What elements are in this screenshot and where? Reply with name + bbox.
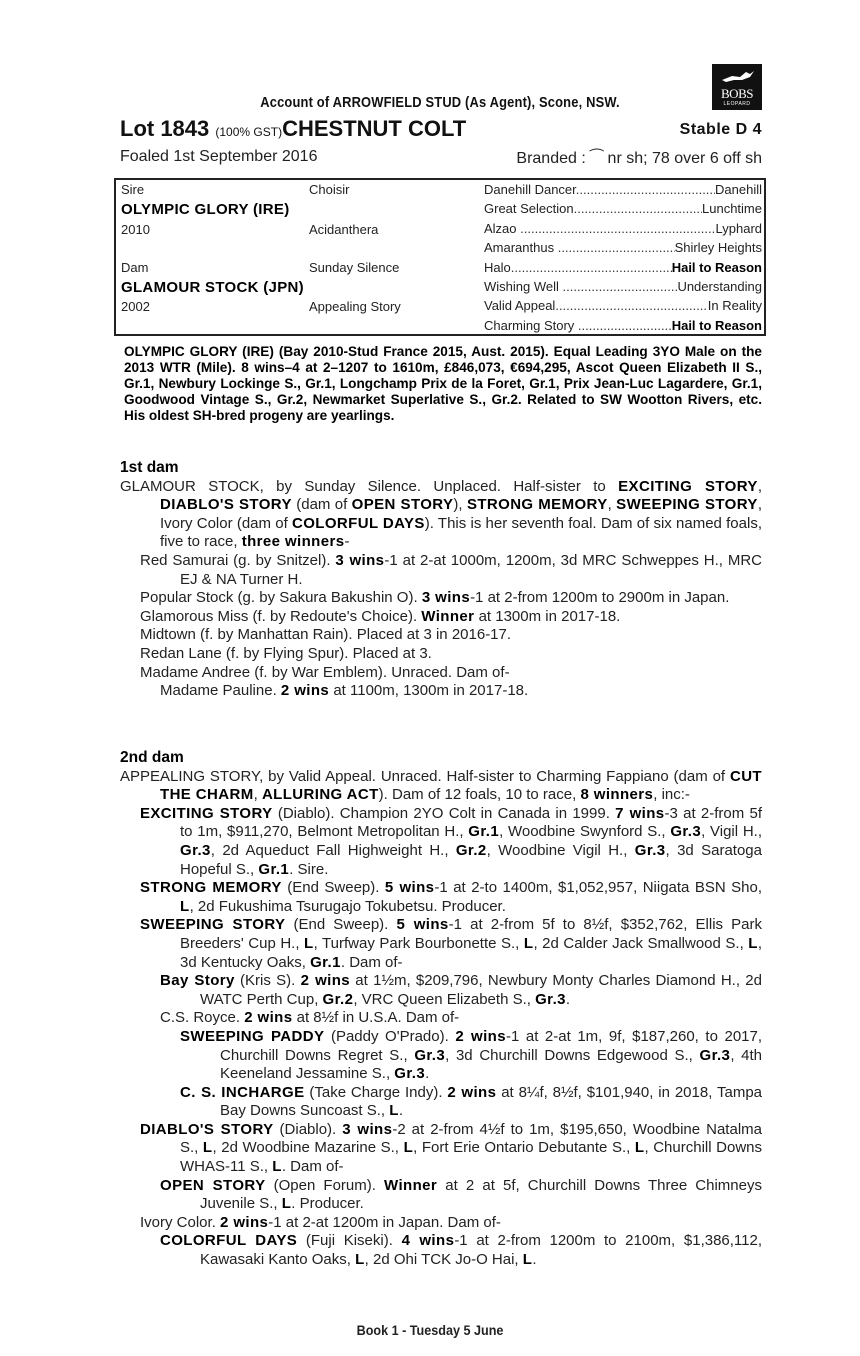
entry-text: , bbox=[607, 496, 617, 514]
highlighted-text: 2 wins bbox=[455, 1027, 506, 1045]
ancestor-sire: Hail to Reason bbox=[671, 259, 762, 275]
entry-text: , inc:- bbox=[653, 786, 690, 804]
ancestor-sire: Hail to Reason bbox=[671, 317, 762, 333]
highlighted-text: 2 wins bbox=[244, 1009, 293, 1027]
ancestor-sire: Danehill bbox=[715, 182, 762, 197]
ancestor-name: Wishing Well ..... bbox=[484, 279, 677, 294]
sire-label: Sire bbox=[121, 182, 145, 197]
highlighted-text: 5 wins bbox=[384, 879, 435, 897]
pedigree-entry bbox=[120, 478, 762, 552]
entry-text: ). This is her seventh foal. Dam of six named foals, five to race, bbox=[160, 514, 762, 551]
bobs-logo bbox=[712, 64, 762, 110]
grandparent-row bbox=[484, 201, 762, 216]
entry-text: . bbox=[398, 1102, 403, 1120]
highlighted-text: L bbox=[523, 934, 534, 952]
pedigree-entry bbox=[120, 879, 762, 916]
entry-text: . bbox=[425, 1065, 430, 1083]
pedigree-entry bbox=[120, 664, 762, 683]
pedigree-table bbox=[114, 178, 766, 336]
horse-jockey-icon bbox=[720, 68, 756, 84]
entry-text: -1 at 2-at 1m, 9f, $187,260, to 2017, Churchill Downs Regret S., bbox=[220, 1027, 763, 1064]
pedigree-entry bbox=[120, 1121, 762, 1177]
highlighted-text: L bbox=[272, 1158, 282, 1176]
highlighted-text: L bbox=[355, 1251, 365, 1269]
highlighted-text: Gr.3 bbox=[414, 1046, 446, 1064]
entry-text: . Producer. bbox=[291, 1195, 364, 1213]
page-footer: Book 1 - Tuesday 5 June bbox=[356, 1322, 504, 1338]
grandparent-row bbox=[484, 260, 762, 275]
pedigree-entry bbox=[120, 916, 762, 972]
pedigree-entry bbox=[120, 805, 762, 879]
dam-year: 2002 bbox=[121, 299, 150, 314]
logo-subtext: LEOPARD bbox=[723, 101, 751, 107]
lot-title bbox=[120, 116, 466, 142]
highlighted-text: SWEEPING STORY bbox=[140, 916, 286, 934]
ancestor-sire: Lyphard bbox=[715, 220, 762, 236]
highlighted-text: L bbox=[748, 934, 758, 952]
ancestor-name: Valid Appeal ..... bbox=[484, 298, 708, 313]
entry-text: ). Dam of 12 foals, 10 to race, bbox=[378, 786, 581, 804]
first-dam-section bbox=[120, 459, 762, 701]
highlighted-text: L bbox=[403, 1139, 414, 1157]
pedigree-entry bbox=[120, 1084, 762, 1121]
highlighted-text: Gr.3 bbox=[394, 1065, 426, 1083]
ancestor-sire: Lunchtime bbox=[702, 201, 762, 217]
entry-text: , Turfway Park Bourbonette S., bbox=[313, 934, 524, 952]
pedigree-entry bbox=[120, 972, 762, 1009]
highlighted-text: COLORFUL DAYS bbox=[160, 1232, 298, 1250]
highlighted-text: DIABLO'S STORY bbox=[160, 496, 292, 514]
sire-name: OLYMPIC GLORY (IRE) bbox=[121, 201, 290, 218]
second-dam-heading: 2nd dam bbox=[120, 749, 184, 766]
entry-text: (Diablo). bbox=[273, 1120, 343, 1138]
highlighted-text: L bbox=[389, 1102, 399, 1120]
ancestor-name: Great Selection ..... bbox=[484, 201, 702, 216]
entry-text: at 8¼f, 8½f, $101,940, in 2018, Tampa Bay Downs Suncoast S., bbox=[220, 1083, 762, 1120]
dam-sire: Sunday Silence bbox=[309, 260, 400, 275]
highlighted-text: COLORFUL DAYS bbox=[291, 514, 425, 532]
highlighted-text: STRONG MEMORY bbox=[466, 496, 608, 514]
highlighted-text: Winner bbox=[421, 607, 475, 625]
highlighted-text: Gr.3 bbox=[535, 990, 566, 1008]
entry-text: at 1½m, $209,796, Newbury Monty Charles Diamond H., 2d WATC Perth Cup, bbox=[200, 972, 762, 1008]
sire-dam: Acidanthera bbox=[309, 222, 379, 237]
entry-text: Ivory Color. bbox=[140, 1213, 221, 1231]
ancestor-sire: Understanding bbox=[677, 279, 762, 294]
pedigree-entry bbox=[120, 1214, 762, 1233]
grandparent-row bbox=[484, 240, 762, 255]
highlighted-text: Gr.1 bbox=[310, 953, 341, 971]
pedigree-entry bbox=[120, 626, 762, 645]
entry-text: . Sire. bbox=[289, 860, 329, 878]
foaled-date: Foaled 1st September 2016 bbox=[120, 148, 318, 165]
highlighted-text: EXCITING STORY bbox=[140, 804, 273, 822]
entry-text: Madame Andree (f. by War Emblem). Unraced. Dam of- bbox=[140, 663, 510, 681]
entry-text: (Kris S). bbox=[234, 972, 301, 990]
highlighted-text: DIABLO'S STORY bbox=[140, 1120, 274, 1138]
entry-text: (End Sweep). bbox=[281, 879, 385, 897]
highlighted-text: 2 wins bbox=[280, 682, 330, 700]
entry-text: - bbox=[344, 533, 350, 551]
entry-text: , 2d Woodbine Mazarine S., bbox=[212, 1139, 404, 1157]
entry-text: Red Samurai (g. by Snitzel). bbox=[140, 551, 336, 569]
entry-text: -1 at 2-to 1400m, $1,052,957, Niigata BSN Sho, bbox=[434, 879, 763, 897]
entry-text: , Fort Erie Ontario Debutante S., bbox=[413, 1139, 635, 1157]
pedigree-entry bbox=[120, 589, 762, 608]
highlighted-text: L bbox=[522, 1251, 533, 1269]
entry-text: , Woodbine Vigil H., bbox=[486, 841, 635, 859]
highlighted-text: Gr.3 bbox=[699, 1046, 731, 1064]
stable-location: Stable D 4 bbox=[679, 121, 762, 138]
entry-text: , Woodbine Swynford S., bbox=[499, 823, 671, 841]
entry-text: (Open Forum). bbox=[265, 1176, 385, 1194]
grandparent-row bbox=[484, 279, 762, 294]
brand-marks: Branded : ⁀ nr sh; 78 over 6 off sh bbox=[516, 150, 762, 167]
highlighted-text: STRONG MEMORY bbox=[140, 879, 282, 897]
entry-text: . Dam of- bbox=[340, 953, 403, 971]
ancestor-name: Alzao ..... bbox=[484, 221, 716, 236]
highlighted-text: Gr.1 bbox=[258, 860, 290, 878]
highlighted-text: ALLURING ACT bbox=[261, 786, 379, 804]
entry-text: Popular Stock (g. by Sakura Bakushin O). bbox=[140, 589, 422, 607]
pedigree-entry bbox=[120, 682, 762, 701]
entry-text: . bbox=[532, 1251, 537, 1269]
highlighted-text: Gr.3 bbox=[180, 841, 211, 859]
ancestor-name: Amaranthus ..... bbox=[484, 240, 675, 255]
pedigree-entry bbox=[120, 608, 762, 627]
entry-text: GLAMOUR STOCK, by Sunday Silence. Unplaced. Half-sister to bbox=[120, 477, 619, 495]
entry-text: , 3d Kentucky Oaks, bbox=[180, 934, 763, 971]
highlighted-text: 8 winners bbox=[580, 786, 654, 804]
highlighted-text: L bbox=[304, 934, 314, 952]
highlighted-text: L bbox=[634, 1139, 645, 1157]
highlighted-text: 2 wins bbox=[300, 972, 351, 990]
highlighted-text: Gr.1 bbox=[468, 823, 500, 841]
entry-text: , VRC Queen Elizabeth S., bbox=[353, 990, 536, 1008]
vendor-account: Account of ARROWFIELD STUD (As Agent), Scone, NSW. bbox=[260, 94, 620, 111]
entry-text: ), bbox=[453, 496, 467, 514]
pedigree-entry bbox=[120, 645, 762, 664]
pedigree-entry bbox=[120, 1177, 762, 1214]
sire-year: 2010 bbox=[121, 222, 150, 237]
highlighted-text: Winner bbox=[384, 1176, 438, 1194]
entry-text: at 1300m in 2017-18. bbox=[474, 607, 621, 625]
horse-description: CHESTNUT COLT bbox=[282, 116, 467, 141]
entry-text: (Fuji Kiseki). bbox=[297, 1232, 402, 1250]
highlighted-text: 3 wins bbox=[342, 1120, 393, 1138]
entry-text: Madame Pauline. bbox=[160, 682, 281, 700]
highlighted-text: SWEEPING PADDY bbox=[180, 1027, 325, 1045]
entry-text: -3 at 2-from 5f to 1m, $911,270, Belmont Metropolitan H., bbox=[180, 804, 763, 841]
entry-text: -1 at 2-from 5f to 8½f, $352,762, Ellis Park Breeders' Cup H., bbox=[180, 916, 763, 952]
highlighted-text: L bbox=[202, 1139, 213, 1157]
entry-text: Midtown (f. by Manhattan Rain). Placed at 3 in 2016-17. bbox=[140, 626, 512, 644]
grandparent-row bbox=[484, 221, 762, 236]
entry-text: . bbox=[565, 990, 571, 1008]
entry-text: , Churchill Downs WHAS-11 S., bbox=[180, 1139, 762, 1176]
highlighted-text: Gr.2 bbox=[455, 841, 487, 859]
entry-text: at 1100m, 1300m in 2017-18. bbox=[329, 682, 529, 700]
entry-text: -1 at 2-at 1200m in Japan. Dam of- bbox=[268, 1213, 501, 1231]
entry-text: (Paddy O'Prado). bbox=[324, 1027, 456, 1045]
highlighted-text: 5 wins bbox=[396, 916, 449, 934]
pedigree-entry bbox=[120, 1232, 762, 1269]
entry-text: , 4th Keeneland Jessamine S., bbox=[220, 1046, 763, 1083]
dam-name: GLAMOUR STOCK (JPN) bbox=[121, 279, 304, 296]
entry-text: , Ivory Color (dam of bbox=[160, 496, 762, 532]
highlighted-text: Gr.2 bbox=[322, 990, 354, 1008]
entry-text: , 2d Calder Jack Smallwood S., bbox=[533, 934, 749, 952]
grandparent-row bbox=[484, 182, 762, 197]
highlighted-text: Gr.3 bbox=[670, 823, 702, 841]
first-dam-heading: 1st dam bbox=[120, 459, 179, 476]
ancestor-name: Danehill Dancer ..... bbox=[484, 182, 715, 197]
ancestor-sire: Shirley Heights bbox=[674, 240, 762, 256]
entry-text: , 2d Fukushima Tsurugajo Tokubetsu. Producer. bbox=[189, 897, 506, 915]
highlighted-text: EXCITING STORY bbox=[618, 477, 758, 495]
highlighted-text: three winners bbox=[241, 533, 345, 551]
pedigree-entry bbox=[120, 552, 762, 589]
entry-text: at 8½f in U.S.A. Dam of- bbox=[292, 1009, 460, 1027]
entry-text: C.S. Royce. bbox=[160, 1009, 245, 1027]
highlighted-text: 2 wins bbox=[447, 1083, 497, 1101]
entry-text: , 2d Ohi TCK Jo-O Hai, bbox=[364, 1251, 523, 1269]
grandparent-row bbox=[484, 318, 762, 333]
gst-note: (100% GST) bbox=[215, 125, 283, 139]
highlighted-text: OPEN STORY bbox=[351, 496, 454, 514]
highlighted-text: 3 wins bbox=[421, 589, 471, 607]
highlighted-text: SWEEPING STORY bbox=[616, 496, 758, 514]
entry-text: , 2d Aqueduct Fall Highweight H., bbox=[210, 841, 456, 859]
entry-text: APPEALING STORY, by Valid Appeal. Unraced. Half-sister to Charming Fappiano (dam of bbox=[120, 767, 730, 785]
sire-summary: OLYMPIC GLORY (IRE) (Bay 2010-Stud France 2015, Aust. 2015). Equal Leading 3YO Male on the 2013 WTR (Mile). 8 wins–4 at 2–1207 to 1610m, £846,073, €694,295, Ascot Queen Elizabeth II S., Gr.1, Newbury Lockinge S., Gr.1, Longchamp Prix de la Foret, Gr.1, Prix Jean-Luc Lagardere, Gr.1, Goodwood Vintage S., Gr.2, Newmarket Superlative S., Gr.2. Related to SW Wootton Rivers, etc. His oldest SH-bred progeny are yearlings. bbox=[124, 344, 762, 423]
sire-sire: Choisir bbox=[309, 182, 350, 197]
highlighted-text: 7 wins bbox=[615, 804, 665, 822]
highlighted-text: L bbox=[281, 1195, 292, 1213]
entry-text: Glamorous Miss (f. by Redoute's Choice). bbox=[140, 607, 422, 625]
entry-text: Redan Lane (f. by Flying Spur). Placed at 3. bbox=[140, 644, 432, 662]
entry-text: , 3d Churchill Downs Edgewood S., bbox=[445, 1046, 700, 1064]
highlighted-text: L bbox=[180, 897, 190, 915]
entry-text: (dam of bbox=[291, 496, 352, 514]
entry-text: -2 at 2-from 4½f to 1m, $195,650, Woodbine Natalma S., bbox=[180, 1120, 762, 1157]
entry-text: -1 at 2-at 1000m, 1200m, 3d MRC Schweppes H., MRC EJ & NA Turner H. bbox=[180, 551, 762, 588]
lot-number: Lot 1843 bbox=[120, 116, 210, 141]
pedigree-entry bbox=[120, 1028, 762, 1084]
highlighted-text: Gr.3 bbox=[634, 841, 666, 859]
highlighted-text: 3 wins bbox=[335, 551, 385, 569]
dam-dam: Appealing Story bbox=[309, 299, 401, 314]
entry-text: -1 at 2-from 1200m to 2100m, $1,386,112, Kawasaki Kanto Oaks, bbox=[200, 1232, 763, 1269]
highlighted-text: OPEN STORY bbox=[160, 1176, 266, 1194]
highlighted-text: C. S. INCHARGE bbox=[180, 1083, 305, 1101]
ancestor-name: Charming Story ..... bbox=[484, 318, 672, 333]
entry-text: , bbox=[253, 786, 262, 804]
highlighted-text: Bay Story bbox=[160, 972, 235, 990]
entry-text: at 2 at 5f, Churchill Downs Three Chimneys Juvenile S., bbox=[200, 1176, 762, 1213]
second-dam-section bbox=[120, 749, 762, 1270]
highlighted-text: CUT THE CHARM bbox=[160, 767, 762, 804]
entry-text: , bbox=[757, 477, 762, 495]
entry-text: (Take Charge Indy). bbox=[304, 1083, 448, 1101]
entry-text: (Diablo). Champion 2YO Colt in Canada in 1999. bbox=[272, 804, 616, 822]
dam-label: Dam bbox=[121, 260, 149, 275]
grandparent-row bbox=[484, 298, 762, 313]
highlighted-text: 4 wins bbox=[401, 1232, 455, 1250]
entry-text: . Dam of- bbox=[281, 1158, 344, 1176]
entry-text: -1 at 2-from 1200m to 2900m in Japan. bbox=[470, 589, 730, 607]
ancestor-sire: In Reality bbox=[707, 298, 762, 314]
entry-text: , 3d Saratoga Hopeful S., bbox=[180, 841, 762, 878]
logo-text: BOBS bbox=[721, 86, 753, 101]
pedigree-entry bbox=[120, 1009, 762, 1028]
ancestor-name: Halo ..... bbox=[484, 260, 672, 275]
entry-text: , Vigil H., bbox=[701, 823, 762, 841]
pedigree-entry bbox=[120, 768, 762, 805]
entry-text: (End Sweep). bbox=[285, 916, 397, 934]
highlighted-text: 2 wins bbox=[220, 1213, 269, 1231]
